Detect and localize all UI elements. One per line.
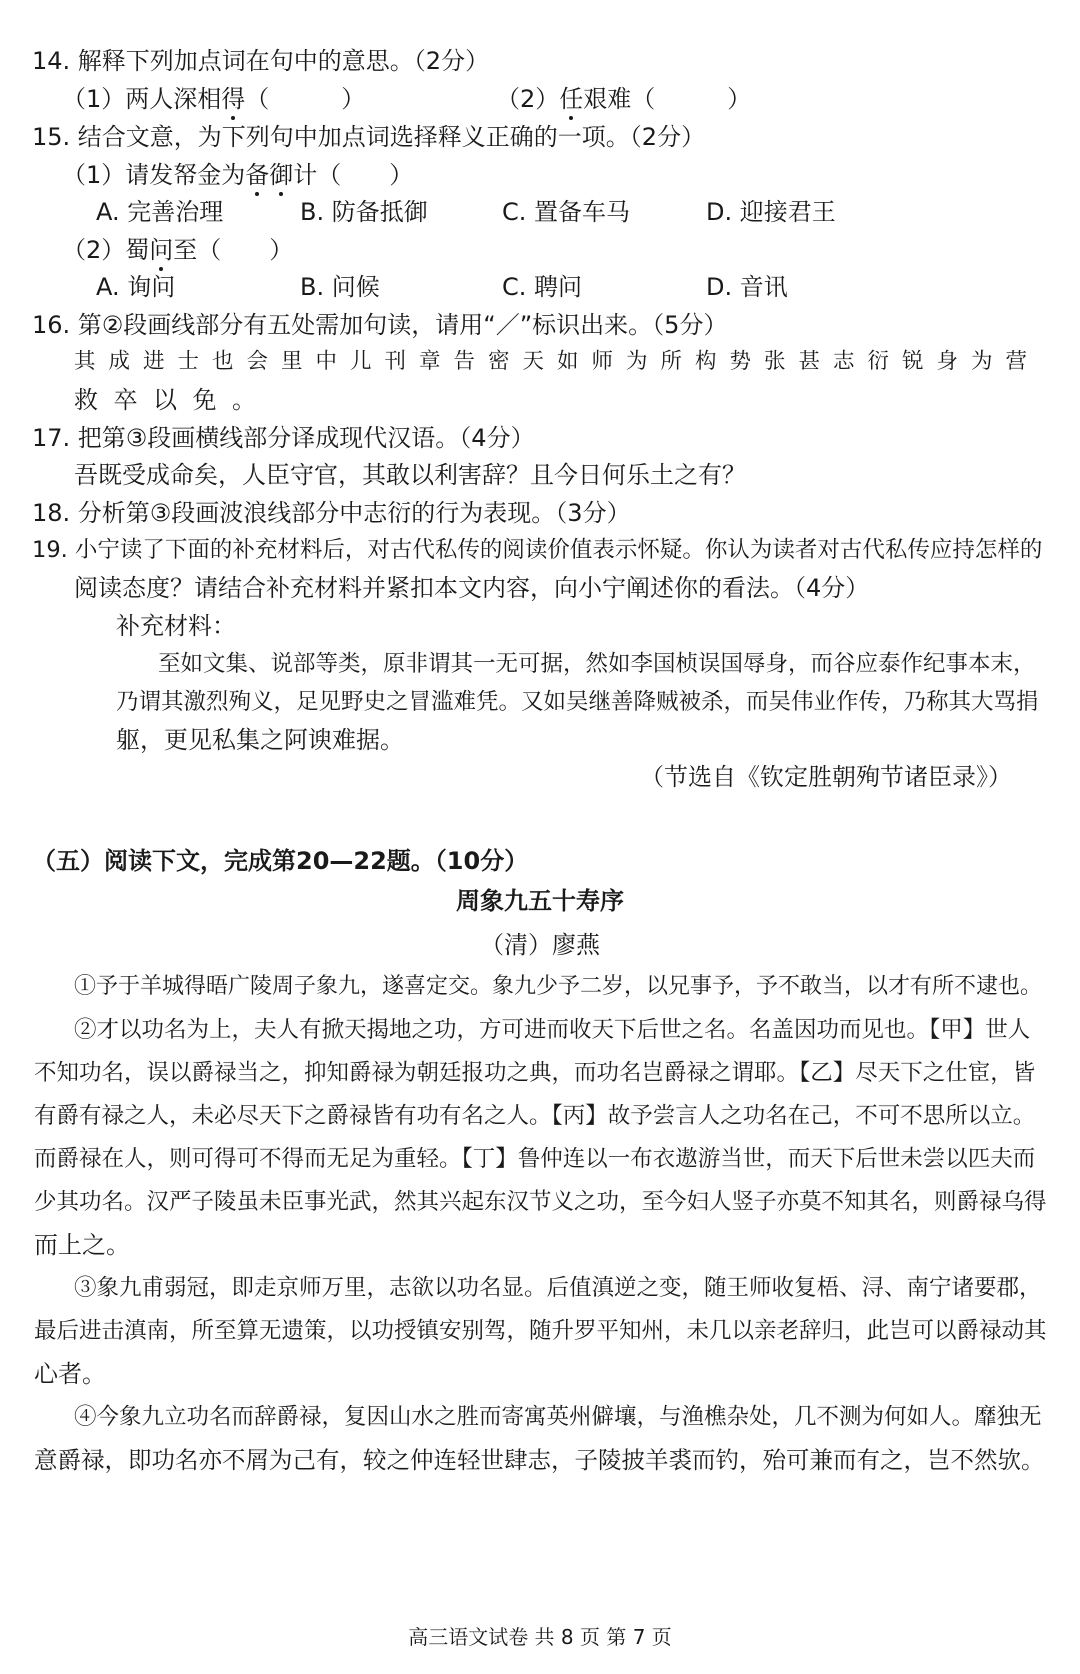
q14-item2-blank: 艰难（ ）	[583, 85, 752, 113]
q14-item1-dotted-word: 得	[221, 82, 245, 116]
q17-stem: 17. 把第③段画横线部分译成现代汉语。（4分）	[32, 424, 535, 452]
passage-line-11: ④今象九立功名而辞爵禄，复因山水之胜而寄寓英州僻壤，与渔樵杂处，几不测为何如人。靡独无	[74, 1404, 1042, 1430]
q16-stem: 16. 第②段画线部分有五处需加句读，请用“／”标识出来。（5分）	[32, 311, 728, 339]
passage-line-12: 意爵禄，即功名亦不屑为己有，较之仲连轻世肆志，子陵披羊裘而钓，殆可兼而有之，岂不然欤。	[34, 1446, 1045, 1474]
q15-sub1-pre: （1）请发帑金为	[62, 161, 246, 189]
passage-line-2: ②才以功名为上，夫人有掀天揭地之功，方可进而收天下后世之名。名盖因功而见也。【甲】世人	[74, 1017, 1031, 1043]
q16-unpunctuated-line-2: 救卒以免。	[74, 386, 272, 414]
passage-line-6: 少其功名。汉严子陵虽未臣事光武，然其兴起东汉节义之功，至今妇人竖子亦莫不知其名，则爵禄乌得	[34, 1189, 1047, 1215]
q15-sub-2	[62, 233, 293, 267]
passage-line-7: 而上之。	[34, 1231, 130, 1259]
q15-sub1-option-c: C. 置备车马	[502, 198, 631, 226]
q19-material-line-3: 躯，更见私集之阿谀难据。	[116, 726, 404, 754]
q15-sub-1	[62, 158, 413, 192]
q19-source: （节选自《钦定胜朝殉节诸臣录》）	[640, 763, 1012, 791]
q16-unpunctuated-line-1: 其成进士也会里中儿刊章告密天如师为所构势张甚志衍锐身为营	[74, 349, 1041, 374]
q14-item1-blank: （ ）	[245, 85, 366, 113]
q19-material-label: 补充材料：	[116, 612, 236, 640]
q15-sub2-option-d: D. 音讯	[706, 273, 788, 301]
q14-item2-pre: （2）	[496, 85, 560, 113]
section5-heading: （五）阅读下文，完成第20—22题。（10分）	[32, 847, 529, 875]
q15-sub2-post: 至（ ）	[173, 236, 294, 264]
q14-item-2	[496, 82, 751, 116]
passage-line-1: ①予于羊城得晤广陵周子象九，遂喜定交。象九少予二岁，以兄事予，予不敢当，以才有所不逮也。	[74, 974, 1043, 999]
q15-sub2-option-b: B. 问候	[300, 273, 380, 301]
q15-sub2-option-c: C. 聘问	[502, 273, 583, 301]
passage-line-5: 而爵禄在人，则可得可不得而无足为重轻。【丁】鲁仲连以一布衣遨游当世，而天下后世未尝以匹夫而	[34, 1146, 1036, 1172]
q19-stem-line-2: 阅读态度？请结合补充材料并紧扣本文内容，向小宁阐述你的看法。（4分）	[74, 574, 870, 602]
passage-line-10: 心者。	[34, 1360, 106, 1388]
q15-sub1-option-a: A. 完善治理	[96, 198, 224, 226]
q15-sub2-dotted-word: 问	[149, 233, 173, 267]
q15-sub1-post: 计（ ）	[293, 161, 414, 189]
q15-sub1-dotted-word-1: 备	[245, 158, 269, 192]
section5-author: （清）廖燕	[480, 931, 600, 959]
passage-line-8: ③象九甫弱冠，即走京师万里，志欲以功名显。后值滇逆之变，随王师收复梧、浔、南宁诸要郡，	[74, 1275, 1042, 1301]
q15-sub1-option-d: D. 迎接君王	[706, 198, 836, 226]
q19-material-line-1: 至如文集、说部等类，原非谓其一无可据，然如李国桢误国辱身，而谷应泰作纪事本末，	[158, 651, 1036, 677]
passage-line-3: 不知功名，误以爵禄当之，抑知爵禄为朝廷报功之典，而功名岂爵禄之谓耶。【乙】尽天下之仕宦，皆	[34, 1060, 1036, 1086]
q14-item-1	[62, 82, 365, 116]
passage-line-4: 有爵有禄之人，未必尽天下之爵禄皆有功有名之人。【丙】故予尝言人之功名在己，不可不思所以立。	[34, 1103, 1036, 1129]
q14-item2-dotted-word: 任	[559, 82, 583, 116]
section5-title: 周象九五十寿序	[456, 887, 624, 915]
q19-material-line-2: 乃谓其激烈殉义，足见野史之冒滥难凭。又如吴继善降贼被杀，而吴伟业作传，乃称其大骂捐	[116, 689, 1039, 715]
q15-sub1-dotted-word-2: 御	[269, 158, 293, 192]
q15-stem: 15. 结合文意，为下列句中加点词选择释义正确的一项。（2分）	[32, 123, 706, 151]
q15-sub2-option-a: A. 询问	[96, 273, 176, 301]
q14-stem: 14. 解释下列加点词在句中的意思。（2分）	[32, 47, 490, 75]
passage-line-9: 最后进击滇南，所至算无遗策，以功授镇安别驾，随升罗平知州，未几以亲老辞归，此岂可以爵禄动其	[34, 1318, 1047, 1344]
page-footer: 高三语文试卷 共 8 页 第 7 页	[408, 1625, 672, 1649]
q19-stem-line-1: 19. 小宁读了下面的补充材料后，对古代私传的阅读价值表示怀疑。你认为读者对古代私传应持怎样的	[32, 537, 1043, 563]
q15-sub2-pre: （2）蜀	[62, 236, 150, 264]
q14-item1-pre: （1）两人深相	[62, 85, 222, 113]
q15-sub1-option-b: B. 防备抵御	[300, 198, 428, 226]
q18-stem: 18. 分析第③段画波浪线部分中志衍的行为表现。（3分）	[32, 499, 631, 527]
q17-sentence: 吾既受成命矣，人臣守官，其敢以利害辞？且今日何乐土之有？	[74, 461, 746, 489]
